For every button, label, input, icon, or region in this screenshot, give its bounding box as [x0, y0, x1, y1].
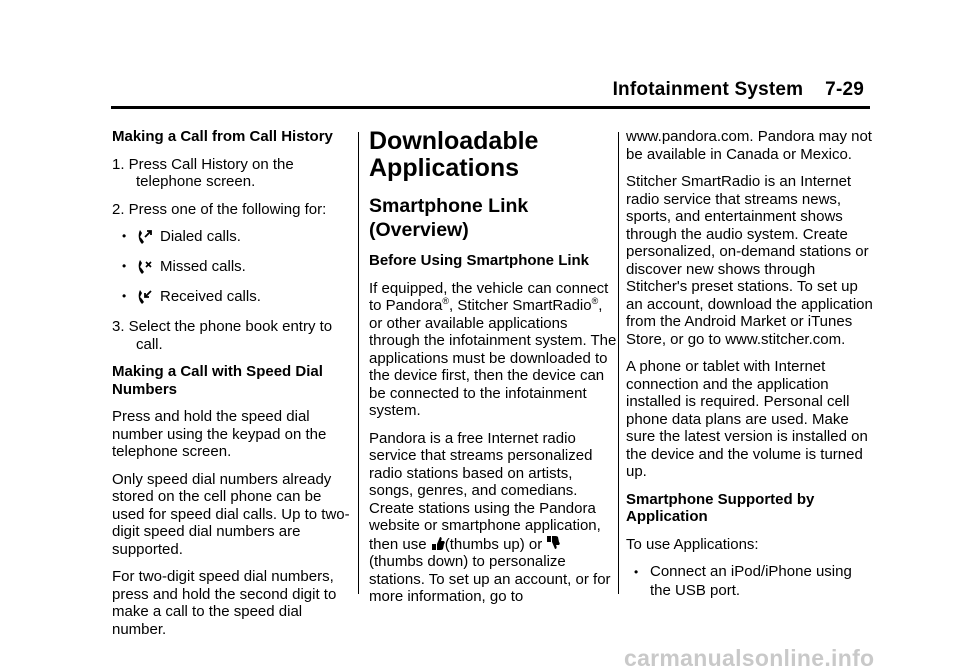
watermark-footer: carmanualsonline.info: [624, 645, 875, 671]
thumbs-down-icon: [546, 535, 560, 551]
thumbs-up-icon: [431, 535, 445, 551]
heading-speed-dial: Making a Call with Speed Dial Numbers: [112, 363, 323, 398]
bullet-connect-ipod: • Connect an iPod/iPhone using the USB port.: [634, 563, 852, 599]
paragraph-pandora: Pandora is a free Internet radio service that streams personalized radio stations based on artists, songs, genres, and comedians. Create stations using the Pandora website or smartphone application, then use (thumbs up) or (thumbs down) to personalize stations. To set up an account, or for more information, go to: [369, 429, 611, 605]
heading-before-using: Before Using Smartphone Link: [369, 252, 590, 269]
paragraph: To use Applications:: [626, 535, 759, 553]
paragraph: Press and hold the speed dial number using the keypad on the telephone screen.: [112, 408, 327, 460]
heading-call-history: Making a Call from Call History: [112, 128, 333, 145]
step-1: 1. Press Call History on the telephone screen.: [112, 155, 294, 190]
paragraph: A phone or tablet with Internet connection and the application installed is required. Personal cell phone data plans are used. Make sure the latest version is installed on the device and the volume is turned up.: [626, 358, 868, 480]
bullet-received: • Received calls.: [122, 288, 261, 306]
column-1: [112, 128, 350, 648]
section-heading-downloadable-applications: Downloadable Applications: [369, 127, 539, 182]
page-number: 7-29: [825, 79, 864, 100]
paragraph: For two-digit speed dial numbers, press and hold the second digit to make a call to the speed dial number.: [112, 568, 337, 638]
paragraph: www.pandora.com. Pandora may not be available in Canada or Mexico.: [626, 128, 872, 163]
bullet-label: Received calls.: [160, 288, 261, 306]
page-header: [613, 79, 864, 101]
header-rule: [111, 106, 870, 109]
column-divider: [618, 132, 619, 594]
paragraph: Only speed dial numbers already stored on the cell phone can be used for speed dial calls. Up to two-digit speed dial numbers are supported.: [112, 470, 350, 558]
column-divider: [358, 132, 359, 594]
phone-missed-icon: [136, 258, 156, 276]
step-3: 3. Select the phone book entry to call.: [112, 318, 333, 353]
step-2: 2. Press one of the following for:: [112, 200, 327, 218]
bullet-label: Missed calls.: [160, 258, 246, 276]
bullet-label: Dialed calls.: [160, 228, 241, 246]
bullet-dialed: • Dialed calls.: [122, 228, 241, 246]
column-2: [369, 128, 617, 616]
paragraph: Stitcher SmartRadio is an Internet radio service that streams news, sports, and entertainment shows through the audio system. Create personalized, on-demand stations or discover new shows through Stitcher's preset stations. To set up an account, download the application from the Android Market or iTunes Store, or go to www.stitcher.com.: [626, 173, 873, 348]
bullet-missed: • Missed calls.: [122, 258, 246, 276]
section-title: Infotainment System: [612, 79, 804, 100]
subsection-heading-smartphone-link: Smartphone Link (Overview): [369, 195, 529, 241]
heading-smartphone-supported: Smartphone Supported by Application: [626, 490, 815, 525]
column-3: [626, 128, 876, 609]
paragraph-applications: If equipped, the vehicle can connect to Pandora®, Stitcher SmartRadio®, or other available applications through the infotainment system. The applications must be downloaded to the device first, then the device can be connected to the infotainment system.: [369, 279, 617, 419]
phone-received-icon: [136, 288, 156, 306]
phone-dialed-icon: [136, 228, 156, 246]
